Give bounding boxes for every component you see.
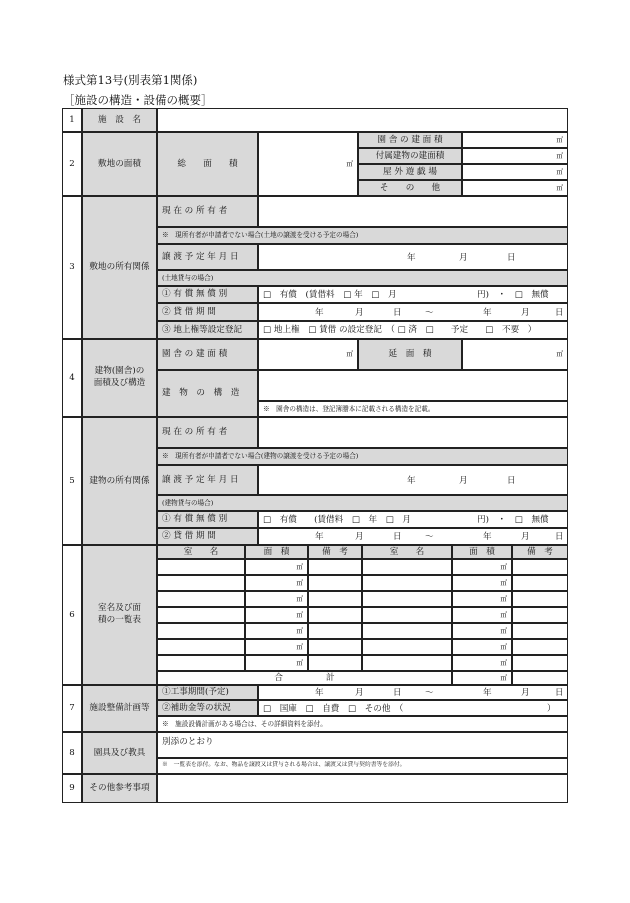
room-name-cell[interactable] bbox=[362, 623, 452, 639]
room-remarks-cell[interactable] bbox=[308, 655, 362, 671]
building-transfer-date-label: 譲 渡 予 定 年 月 日 bbox=[157, 465, 258, 495]
room-area-cell[interactable]: ㎡ bbox=[245, 575, 308, 591]
col-remarks: 備 考 bbox=[512, 545, 568, 559]
room-area-cell[interactable]: ㎡ bbox=[452, 607, 512, 623]
building-period-field[interactable]: 年 月 日 ～ 年 月 日 bbox=[258, 528, 568, 545]
room-area-cell[interactable]: ㎡ bbox=[452, 655, 512, 671]
room-remarks-cell[interactable] bbox=[512, 639, 568, 655]
floor-area-field[interactable]: ㎡ bbox=[462, 339, 568, 370]
site-sub-value[interactable]: ㎡ bbox=[462, 164, 568, 180]
room-remarks-cell[interactable] bbox=[512, 559, 568, 575]
site-current-owner-field[interactable] bbox=[258, 196, 568, 227]
row9-number: 9 bbox=[62, 774, 82, 803]
subsidy-status-label: ②補助金等の状況 bbox=[157, 700, 258, 716]
site-paid-field[interactable]: □ 有償 (賃借料 □ 年 □ 月 円) ・ □ 無償 bbox=[258, 286, 568, 303]
row1-number: 1 bbox=[62, 108, 82, 132]
room-name-cell[interactable] bbox=[362, 639, 452, 655]
col-area: 面 積 bbox=[452, 545, 512, 559]
construction-period-field[interactable]: 年 月 日 ～ 年 月 日 bbox=[258, 685, 568, 700]
room-remarks-cell[interactable] bbox=[308, 559, 362, 575]
total-area-label: 総 面 積 bbox=[157, 132, 258, 196]
room-area-cell[interactable]: ㎡ bbox=[245, 559, 308, 575]
site-sub-value[interactable]: ㎡ bbox=[462, 148, 568, 164]
building-structure-note: ※ 園舎の構造は、登記簿謄本に記載される構造を記載。 bbox=[258, 401, 568, 417]
room-name-cell[interactable] bbox=[362, 559, 452, 575]
site-sub-item: そ の 他 bbox=[358, 180, 462, 196]
site-period-label: ② 貸 借 期 間 bbox=[157, 303, 258, 321]
site-transfer-date-field[interactable]: 年 月 日 bbox=[258, 244, 568, 270]
room-table-body bbox=[157, 559, 568, 671]
building-period-label: ② 貸 借 期 間 bbox=[157, 528, 258, 545]
row6-number: 6 bbox=[62, 545, 82, 685]
room-area-cell[interactable]: ㎡ bbox=[245, 623, 308, 639]
col-remarks: 備 考 bbox=[308, 545, 362, 559]
room-remarks-cell[interactable] bbox=[512, 591, 568, 607]
room-area-cell[interactable]: ㎡ bbox=[245, 607, 308, 623]
site-ownership-label: 敷地の所有関係 bbox=[82, 196, 157, 339]
room-area-cell[interactable]: ㎡ bbox=[245, 639, 308, 655]
room-total-area[interactable]: ㎡ bbox=[452, 671, 512, 685]
room-area-cell[interactable]: ㎡ bbox=[452, 559, 512, 575]
room-remarks-cell[interactable] bbox=[512, 607, 568, 623]
building-area-label: 園 舎 の 建 面 積 bbox=[157, 339, 258, 370]
room-name-cell[interactable] bbox=[157, 591, 245, 607]
room-remarks-cell[interactable] bbox=[512, 623, 568, 639]
room-total-remarks[interactable] bbox=[512, 671, 568, 685]
building-transfer-date-field[interactable]: 年 月 日 bbox=[258, 465, 568, 495]
building-lease-header: (建物貸与の場合) bbox=[157, 495, 568, 511]
building-current-owner-label: 現 在 の 所 有 者 bbox=[157, 417, 258, 448]
room-area-cell[interactable]: ㎡ bbox=[452, 591, 512, 607]
site-lease-header: (土地貸与の場合) bbox=[157, 270, 568, 286]
row5-number: 5 bbox=[62, 417, 82, 545]
room-remarks-cell[interactable] bbox=[512, 575, 568, 591]
facility-name-label: 施 設 名 bbox=[82, 108, 157, 132]
site-transfer-date-label: 譲 渡 予 定 年 月 日 bbox=[157, 244, 258, 270]
site-surface-registration-field[interactable]: □ 地上権 □ 賃借 の設定登記 （ □ 済 □ 予定 □ 不要 ） bbox=[258, 321, 568, 339]
room-area-cell[interactable]: ㎡ bbox=[452, 639, 512, 655]
total-area-field[interactable]: ㎡ bbox=[258, 132, 358, 196]
site-sub-value[interactable]: ㎡ bbox=[462, 180, 568, 196]
other-reference-label: その他参考事項 bbox=[82, 774, 157, 803]
room-name-cell[interactable] bbox=[362, 607, 452, 623]
room-list-label: 室名及び面 積の一覧表 bbox=[82, 545, 157, 685]
site-area-label: 敷地の面積 bbox=[82, 132, 157, 196]
site-surface-registration-label: ③ 地上権等設定登記 bbox=[157, 321, 258, 339]
room-area-cell[interactable]: ㎡ bbox=[245, 655, 308, 671]
row3-number: 3 bbox=[62, 196, 82, 339]
building-ownership-label: 建物の所有関係 bbox=[82, 417, 157, 545]
room-remarks-cell[interactable] bbox=[308, 591, 362, 607]
facility-name-field[interactable] bbox=[157, 108, 568, 132]
room-remarks-cell[interactable] bbox=[308, 607, 362, 623]
row2-number: 2 bbox=[62, 132, 82, 196]
room-name-cell[interactable] bbox=[157, 575, 245, 591]
row4-number: 4 bbox=[62, 339, 82, 417]
room-area-cell[interactable]: ㎡ bbox=[452, 623, 512, 639]
room-name-cell[interactable] bbox=[157, 639, 245, 655]
site-current-owner-label: 現 在 の 所 有 者 bbox=[157, 196, 258, 227]
room-name-cell[interactable] bbox=[157, 655, 245, 671]
site-period-field[interactable]: 年 月 日 ～ 年 月 日 bbox=[258, 303, 568, 321]
room-name-cell[interactable] bbox=[157, 607, 245, 623]
facility-plan-label: 施設整備計画等 bbox=[82, 685, 157, 732]
form-number: 様式第13号(別表第1関係) bbox=[63, 73, 198, 87]
site-sub-value[interactable]: ㎡ bbox=[462, 132, 568, 148]
construction-period-label: ①工事期間(予定) bbox=[157, 685, 258, 700]
site-sub-item: 付属建物の建面積 bbox=[358, 148, 462, 164]
building-paid-label: ① 有 償 無 償 別 bbox=[157, 511, 258, 528]
floor-area-label: 延 面 積 bbox=[358, 339, 462, 370]
building-structure-label: 建 物 の 構 造 bbox=[157, 370, 258, 417]
room-remarks-cell[interactable] bbox=[308, 623, 362, 639]
row8-number: 8 bbox=[62, 732, 82, 774]
site-sub-item: 園 舎 の 建 面 積 bbox=[358, 132, 462, 148]
row7-number: 7 bbox=[62, 685, 82, 732]
room-area-cell[interactable]: ㎡ bbox=[245, 591, 308, 607]
equipment-field[interactable]: 別添のとおり bbox=[157, 732, 568, 758]
room-name-cell[interactable] bbox=[157, 623, 245, 639]
room-remarks-cell[interactable] bbox=[512, 655, 568, 671]
col-room-name: 室 名 bbox=[362, 545, 452, 559]
col-area: 面 積 bbox=[245, 545, 308, 559]
building-structure-field[interactable] bbox=[258, 370, 568, 401]
building-area-structure-label: 建物(園舎)の 面積及び構造 bbox=[82, 339, 157, 417]
site-paid-label: ① 有 償 無 償 別 bbox=[157, 286, 258, 303]
facility-overview-form bbox=[62, 108, 568, 803]
room-name-cell[interactable] bbox=[157, 559, 245, 575]
room-remarks-cell[interactable] bbox=[308, 639, 362, 655]
room-name-cell[interactable] bbox=[362, 575, 452, 591]
other-reference-field[interactable] bbox=[157, 774, 568, 803]
building-owner-note: ※ 現所有者が申請者でない場合(建物の譲渡を受ける予定の場合) bbox=[157, 448, 568, 465]
site-sub-item: 屋 外 遊 戯 場 bbox=[358, 164, 462, 180]
facility-plan-note: ※ 施設設備計画がある場合は、その詳細資料を添付。 bbox=[157, 716, 568, 732]
room-name-cell[interactable] bbox=[362, 655, 452, 671]
site-owner-note: ※ 現所有者が申請者でない場合(土地の譲渡を受ける予定の場合) bbox=[157, 227, 568, 244]
room-name-cell[interactable] bbox=[362, 591, 452, 607]
col-room-name: 室 名 bbox=[157, 545, 245, 559]
building-paid-field[interactable]: □ 有償 (賃借料 □ 年 □ 月 円) ・ □ 無償 bbox=[258, 511, 568, 528]
room-area-cell[interactable]: ㎡ bbox=[452, 575, 512, 591]
building-current-owner-field[interactable] bbox=[258, 417, 568, 448]
section-title: ［施設の構造・設備の概要］ bbox=[63, 93, 213, 107]
room-remarks-cell[interactable] bbox=[308, 575, 362, 591]
room-total-label: 合 計 bbox=[157, 671, 452, 685]
building-area-field[interactable]: ㎡ bbox=[258, 339, 358, 370]
subsidy-status-field[interactable]: □ 国庫 □ 自費 □ その他 （ ） bbox=[258, 700, 568, 716]
equipment-note: ※ 一覧表を添付。なお、物品を譲渡又は貸与される場合は、譲渡又は貸与契約書等を添付。 bbox=[157, 758, 568, 774]
equipment-label: 園具及び教具 bbox=[82, 732, 157, 774]
